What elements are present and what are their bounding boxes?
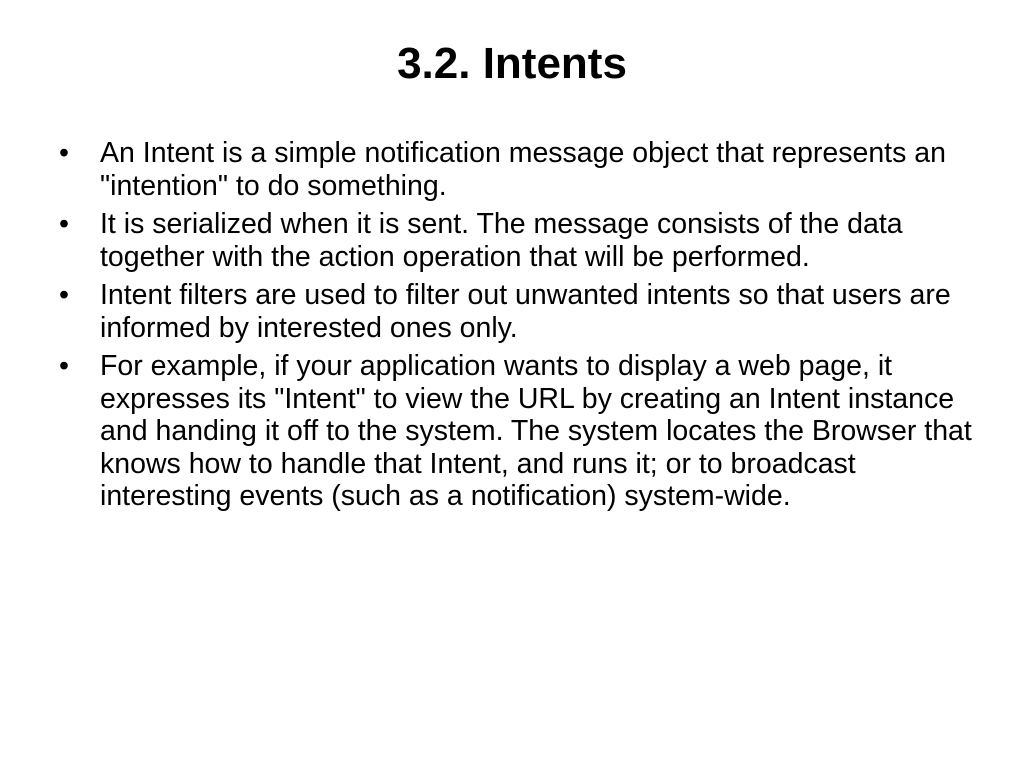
bullet-list [56, 137, 976, 519]
bullet-dot-icon: • [59, 350, 69, 382]
bullet-text: An Intent is a simple notification message object that represents an "intention" to do something. [100, 137, 946, 202]
bullet-item [56, 350, 976, 513]
bullet-dot-icon: • [59, 208, 69, 240]
bullet-dot-icon: • [59, 137, 69, 169]
bullet-item [56, 208, 976, 273]
bullet-text: For example, if your application wants to display a web page, it expresses its "Intent" to view the URL by creating an Intent instance and handing it off to the system. The system locates the Browser that knows how to handle that Intent, and runs it; or to broadcast interesting events (such as a notification) system-wide. [100, 350, 972, 512]
bullet-text: It is serialized when it is sent. The message consists of the data together with the action operation that will be performed. [100, 208, 903, 273]
bullet-item [56, 137, 976, 202]
bullet-dot-icon: • [59, 279, 69, 311]
slide-title: 3.2. Intents [397, 39, 627, 88]
bullet-item [56, 279, 976, 344]
bullet-text: Intent filters are used to filter out unwanted intents so that users are informed by interested ones only. [100, 279, 951, 344]
